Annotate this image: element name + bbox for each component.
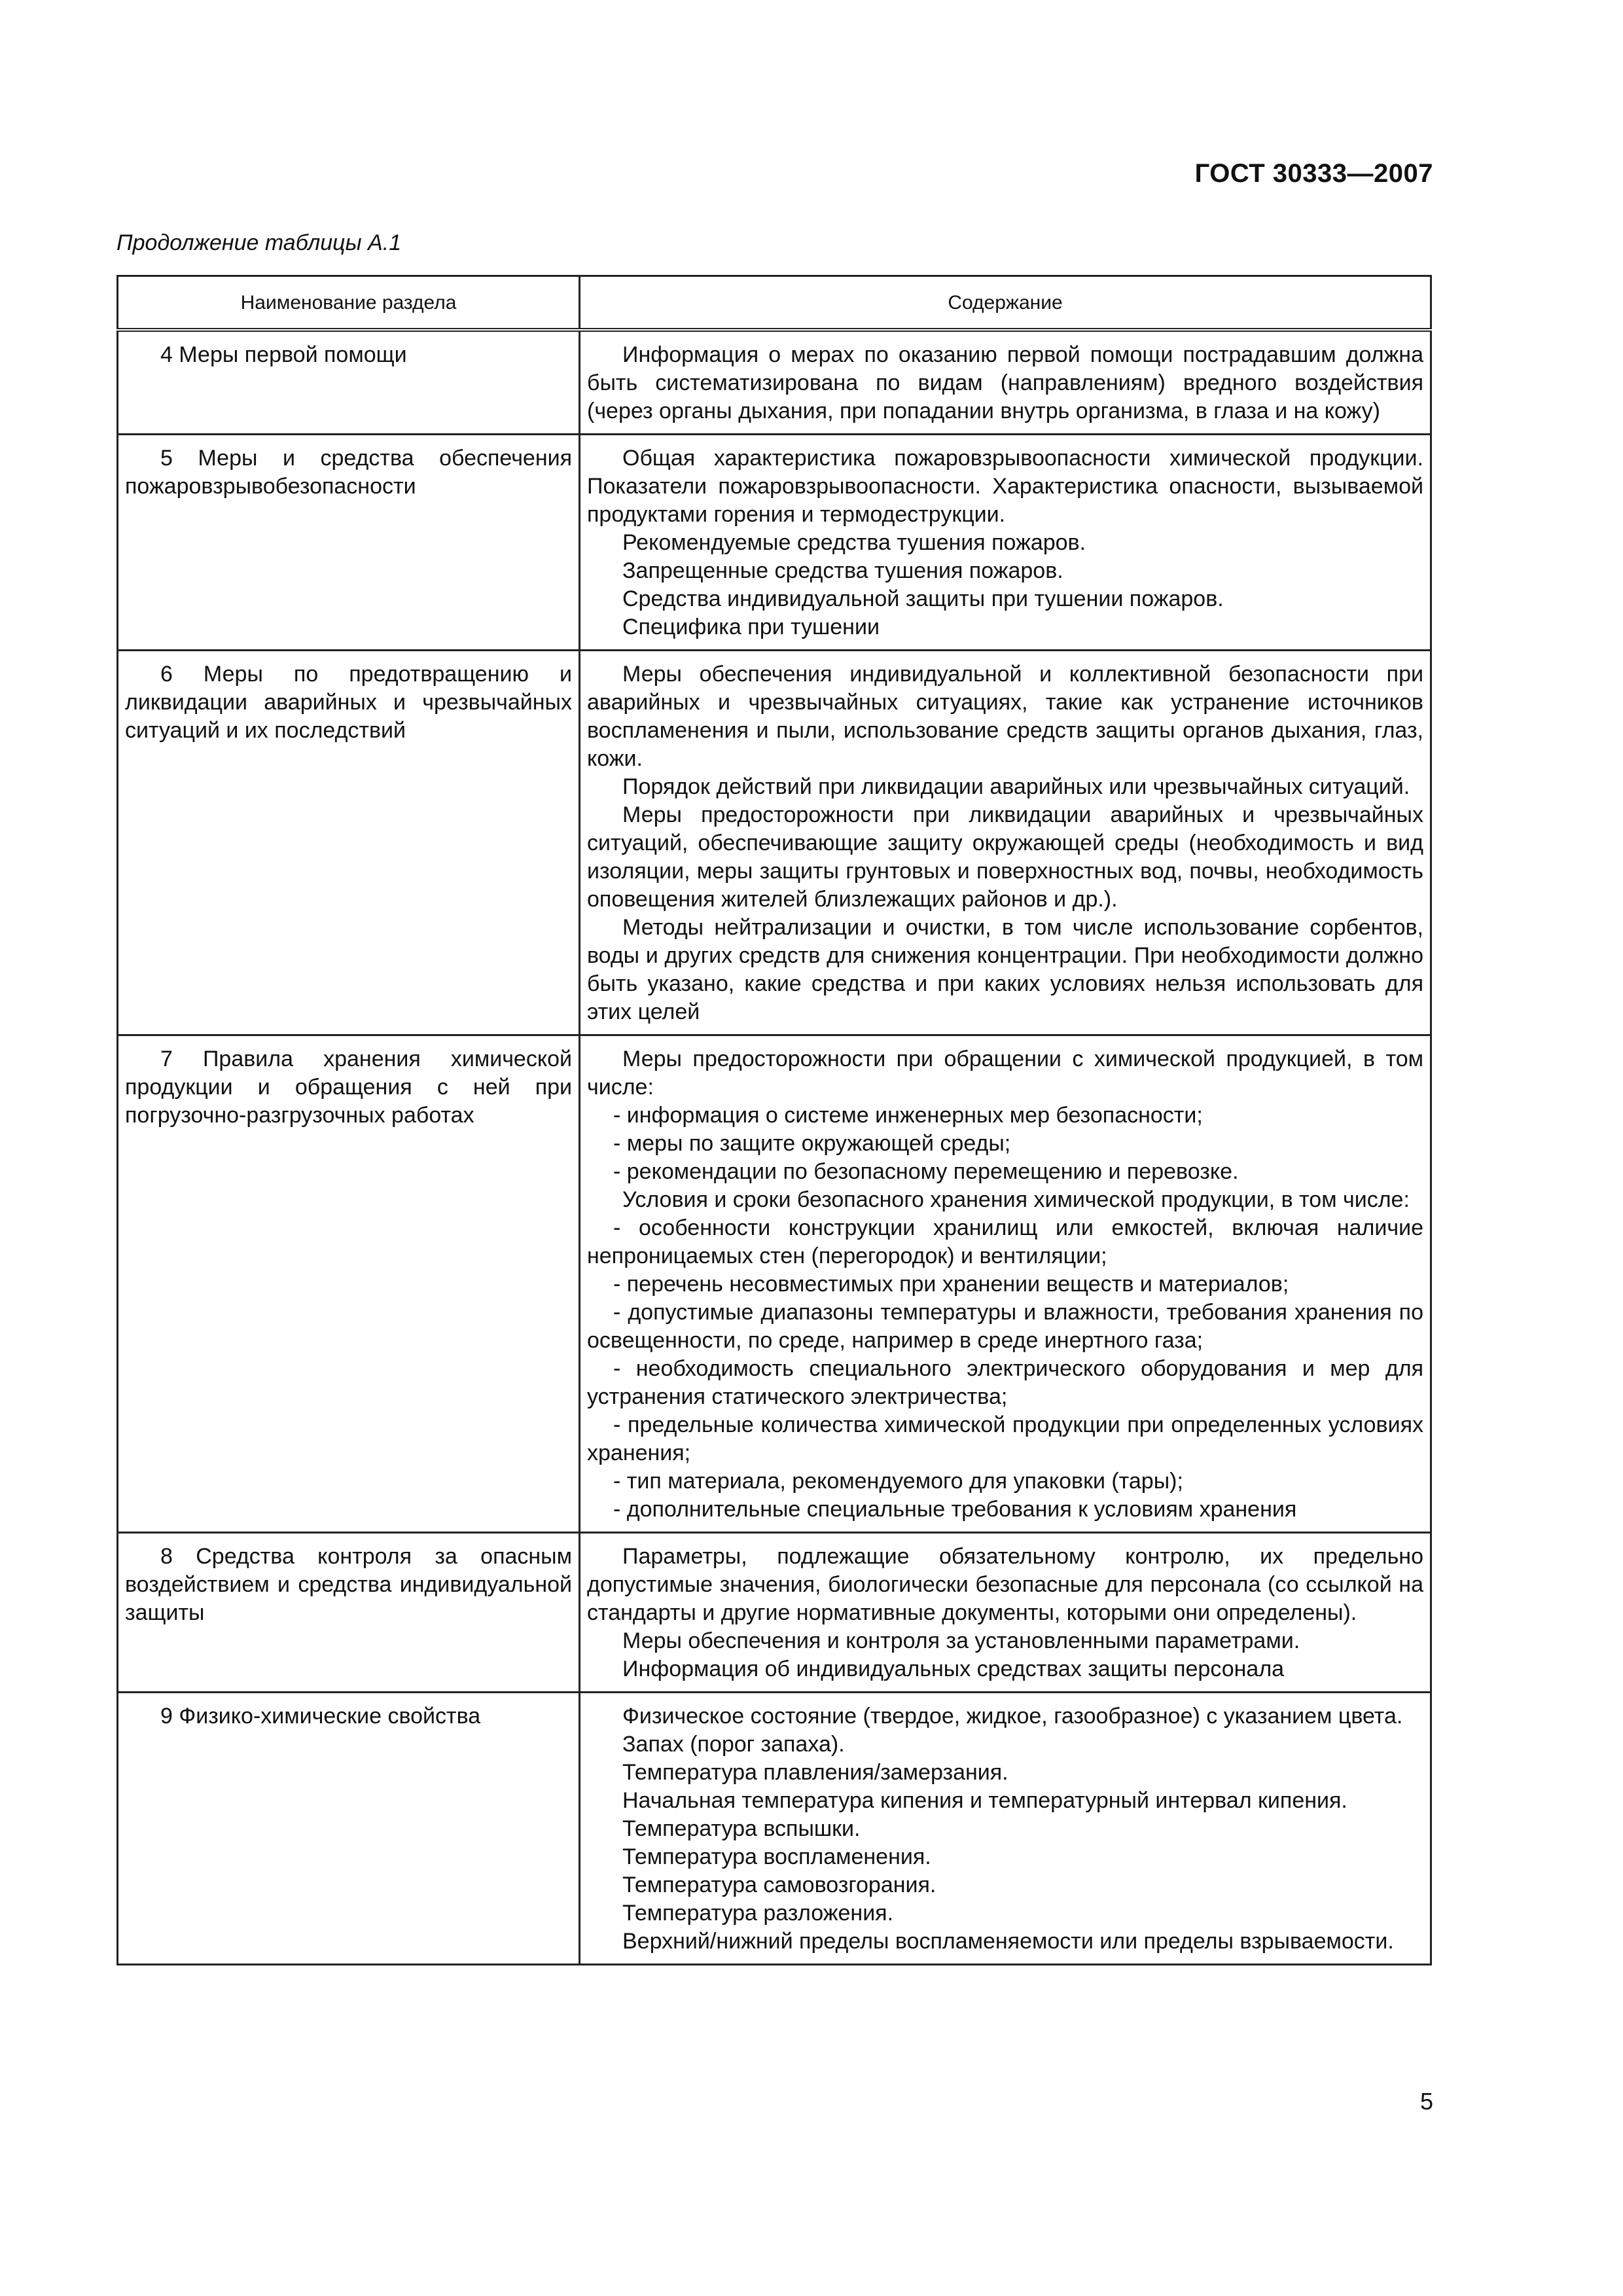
page-number: 5 bbox=[1419, 2088, 1433, 2115]
content-paragraph: Методы нейтрализации и очистки, в том числе использование сорбентов, воды и других средств для снижения концентрации. При необходимости должно быть указано, какие средства и при каких условиях нельзя использовать для этих целей bbox=[587, 915, 1423, 1024]
section-name: 8 Средства контроля за опасным воздействием и средства индивидуальной защиты bbox=[125, 1544, 572, 1625]
content-list-item: - предельные количества химической продукции при определенных условиях хранения; bbox=[587, 1412, 1423, 1465]
content-paragraph: Температура воспламенения. bbox=[622, 1844, 931, 1869]
standard-number: ГОСТ 30333—2007 bbox=[1194, 159, 1433, 188]
content-list-item: - меры по защите окружающей среды; bbox=[613, 1131, 1011, 1156]
content-paragraph: Условия и сроки безопасного хранения химической продукции, в том числе: bbox=[622, 1187, 1410, 1212]
section-name: 9 Физико-химические свойства bbox=[160, 1704, 481, 1729]
table-row bbox=[118, 330, 1431, 435]
section-name: 4 Меры первой помощи bbox=[160, 342, 407, 367]
content-paragraph: Запрещенные средства тушения пожаров. bbox=[622, 558, 1063, 583]
content-paragraph: Меры предосторожности при ликвидации аварийных и чрезвычайных ситуаций, обеспечивающие защиту окружающей среды (необходимость и вид изоляции, меры защиты грунтовых и поверхностных вод, почвы, необходимость оповещения жителей близлежащих районов и др.). bbox=[587, 802, 1423, 912]
content-list-item: - дополнительные специальные требования к условиям хранения bbox=[613, 1497, 1297, 1522]
content-list-item: - допустимые диапазоны температуры и влажности, требования хранения по освещенности, по среде, например в среде инертного газа; bbox=[587, 1300, 1423, 1353]
content-list-item: - рекомендации по безопасному перемещению и перевозке. bbox=[613, 1159, 1239, 1184]
section-name: 5 Меры и средства обеспечения пожаровзрывобезопасности bbox=[125, 446, 572, 499]
section-name-cell bbox=[118, 651, 580, 1035]
table-header-row bbox=[118, 276, 1431, 331]
table-row bbox=[118, 1693, 1431, 1965]
content-paragraph: Температура плавления/замерзания. bbox=[622, 1760, 1008, 1785]
content-paragraph: Средства индивидуальной защиты при тушении пожаров. bbox=[622, 586, 1224, 611]
section-name: 6 Меры по предотвращению и ликвидации аварийных и чрезвычайных ситуаций и их последствий bbox=[125, 662, 572, 743]
content-list-item: - тип материала, рекомендуемого для упаковки (тары); bbox=[613, 1469, 1183, 1494]
content-paragraph: Информация об индивидуальных средствах защиты персонала bbox=[622, 1657, 1285, 1681]
section-name-cell bbox=[118, 435, 580, 651]
section-name-cell bbox=[118, 1035, 580, 1533]
requirements-table bbox=[116, 275, 1432, 1965]
content-paragraph: Температура вспышки. bbox=[622, 1816, 861, 1841]
table-row bbox=[118, 435, 1431, 651]
content-list-item: - информация о системе инженерных мер безопасности; bbox=[613, 1103, 1203, 1128]
section-content-cell bbox=[580, 1533, 1431, 1693]
content-paragraph: Порядок действий при ликвидации аварийных или чрезвычайных ситуаций. bbox=[622, 774, 1410, 799]
content-paragraph: Меры обеспечения и контроля за установленными параметрами. bbox=[622, 1628, 1300, 1653]
content-paragraph: Температура разложения. bbox=[622, 1901, 894, 1926]
column-header-section-name: Наименование раздела bbox=[118, 276, 580, 331]
table-row bbox=[118, 1035, 1431, 1533]
content-paragraph: Информация о мерах по оказанию первой помощи пострадавшим должна быть систематизирована по видам (направлениям) вредного воздействия (через органы дыхания, при попадании внутрь организма, в глаза и на кожу) bbox=[587, 342, 1423, 423]
content-paragraph: Начальная температура кипения и температурный интервал кипения. bbox=[622, 1788, 1347, 1813]
content-paragraph: Меры обеспечения индивидуальной и коллективной безопасности при аварийных и чрезвычайных ситуациях, такие как устранение источников воспламенения и пыли, использование средств защиты органов дыхания, глаз, кожи. bbox=[587, 662, 1423, 771]
table-body bbox=[118, 330, 1431, 1965]
content-list-item: - перечень несовместимых при хранении веществ и материалов; bbox=[613, 1272, 1289, 1297]
content-paragraph: Меры предосторожности при обращении с химической продукцией, в том числе: bbox=[587, 1047, 1423, 1100]
column-header-content: Содержание bbox=[580, 276, 1431, 331]
content-paragraph: Запах (порог запаха). bbox=[622, 1732, 845, 1757]
content-paragraph: Верхний/нижний пределы воспламеняемости или пределы взрываемости. bbox=[622, 1929, 1394, 1954]
section-content-cell bbox=[580, 1035, 1431, 1533]
content-paragraph: Общая характеристика пожаровзрывоопасности химической продукции. Показатели пожаровзрывоопасности. Характеристика опасности, вызываемой продуктами горения и термодеструкции. bbox=[587, 446, 1423, 527]
table-caption: Продолжение таблицы А.1 bbox=[116, 230, 402, 255]
content-paragraph: Специфика при тушении bbox=[622, 615, 880, 639]
content-list-item: - особенности конструкции хранилищ или емкостей, включая наличие непроницаемых стен (перегородок) и вентиляции; bbox=[587, 1215, 1423, 1268]
table-row bbox=[118, 1533, 1431, 1693]
section-name-cell bbox=[118, 1693, 580, 1965]
section-content-cell bbox=[580, 651, 1431, 1035]
section-content-cell bbox=[580, 1693, 1431, 1965]
section-name-cell bbox=[118, 1533, 580, 1693]
table-row bbox=[118, 651, 1431, 1035]
content-paragraph: Рекомендуемые средства тушения пожаров. bbox=[622, 530, 1086, 555]
section-name-cell bbox=[118, 330, 580, 435]
content-list-item: - необходимость специального электрического оборудования и мер для устранения статического электричества; bbox=[587, 1356, 1423, 1409]
content-paragraph: Физическое состояние (твердое, жидкое, газообразное) с указанием цвета. bbox=[622, 1704, 1403, 1729]
section-content-cell bbox=[580, 330, 1431, 435]
section-content-cell bbox=[580, 435, 1431, 651]
content-paragraph: Параметры, подлежащие обязательному контролю, их предельно допустимые значения, биологически безопасные для персонала (со ссылкой на стандарты и другие нормативные документы, которыми они определены). bbox=[587, 1544, 1423, 1625]
section-name: 7 Правила хранения химической продукции и обращения с ней при погрузочно-разгрузочных работах bbox=[125, 1047, 572, 1128]
content-paragraph: Температура самовозгорания. bbox=[622, 1873, 936, 1897]
